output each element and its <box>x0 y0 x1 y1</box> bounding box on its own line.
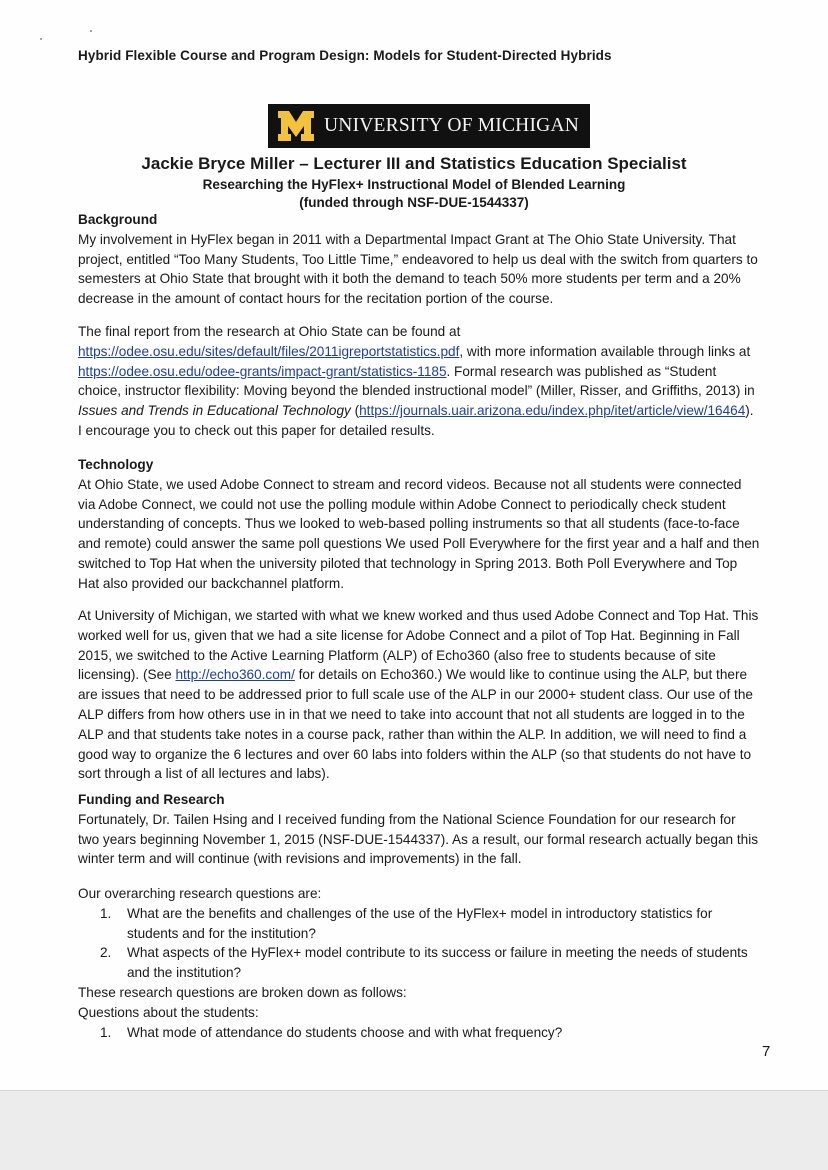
logo-wordmark: UNIVERSITY OF MICHIGAN <box>324 115 580 136</box>
paragraph-line: 2015, we switched to the Active Learning Platform (ALP) of Echo360 (also free to students because of site <box>78 647 716 663</box>
paragraph-line: At Ohio State, we used Adobe Connect to stream and record videos. Because not all students were connected <box>78 476 742 492</box>
osu-impact-grant-link[interactable]: https://odee.osu.edu/odee-grants/impact-grant/statistics-1185 <box>78 363 447 379</box>
paragraph-line: Questions about the students: <box>78 1004 259 1020</box>
paragraph-line: Hat also provided our backchannel platform. <box>78 575 344 591</box>
paragraph-line: choice, instructor flexibility: Moving beyond the blended instructional model” (Miller, Risser, and Griffiths, 2013) in <box>78 383 755 399</box>
scan-speck <box>90 30 92 32</box>
list-number: 1. <box>100 1024 112 1040</box>
background-section <box>78 210 782 309</box>
paragraph-line: semesters at Ohio State that brought with it both the demand to teach 50% more students per term and a 20% <box>78 271 741 287</box>
paragraph-line: I encourage you to check out this paper for detailed results. <box>78 422 435 438</box>
paragraph-line: good way to organize the 6 lectures and over 60 labs into folders within the ALP (so that students do not have to <box>78 746 752 762</box>
author-title: Jackie Bryce Miller – Lecturer III and Statistics Education Specialist <box>141 154 687 173</box>
paragraph-line: winter term and will continue (with revisions and improvements) in the fall. <box>78 851 522 867</box>
paragraph-line: The final report from the research at Ohio State can be found at <box>78 324 461 339</box>
paragraph-line: and remote) could answer the same poll questions We used Poll Everywhere for the first year and a half and then <box>78 536 760 552</box>
paragraph-line: via Adobe Connect, we could not use the polling module within Adobe Connect to periodically check student <box>78 496 726 512</box>
running-header: Hybrid Flexible Course and Program Design: Models for Student-Directed Hybrids <box>78 48 612 63</box>
funding-note: (funded through NSF-DUE-1544337) <box>299 195 529 210</box>
paragraph-line: licensing). (See http://echo360.com/ for details on Echo360.) We would like to continue using the ALP, but there <box>78 667 748 683</box>
list-item: 1. What mode of attendance do students choose and with what frequency? <box>78 1023 782 1043</box>
paragraph-line: decrease in the amount of contact hours for the recitation portion of the course. <box>78 291 554 307</box>
paragraph-line: sort through a list of all lectures and labs). <box>78 766 330 782</box>
paragraph-line: are issues that need to be addressed prior to full scale use of the ALP in our 2000+ student class. Our use of the <box>78 687 753 703</box>
research-questions <box>78 884 782 1042</box>
osu-report-link[interactable]: https://odee.osu.edu/sites/default/files/2011igreportstatistics.pdf <box>78 343 460 359</box>
block-m-icon <box>276 108 316 144</box>
paragraph-line: project, entitled “Too Many Students, Too Little Time,” endeavored to help us deal with the switch from quarters to <box>78 251 758 267</box>
paragraph-line: understanding of concepts. Thus we looked to web-based polling instruments so that all students (face-to-face <box>78 516 740 532</box>
technology-paragraph-2 <box>78 606 782 784</box>
journal-title: Issues and Trends in Educational Technology <box>78 403 351 419</box>
university-logo <box>268 104 590 148</box>
paragraph-line: Issues and Trends in Educational Technology (https://journals.uair.arizona.edu/index.php/itet/article/view/16464). <box>78 403 754 419</box>
funding-section <box>78 790 782 869</box>
paragraph-line: ALP differs from how others use in in that we need to take into account that not all students are logged in to the <box>78 706 745 722</box>
paragraph-line: worked well for us, given that we had a site license for Adobe Connect and a pilot of Top Hat. Beginning in Fall <box>78 627 740 643</box>
echo360-link[interactable]: http://echo360.com/ <box>175 667 295 683</box>
page-number: 7 <box>762 1043 771 1060</box>
paragraph-line: https://odee.osu.edu/sites/default/files/2011igreportstatistics.pdf, with more information available through links at <box>78 343 751 359</box>
list-item: 2. What aspects of the HyFlex+ model contribute to its success or failure in meeting the needs of students and the institution? <box>100 945 748 981</box>
project-title: Researching the HyFlex+ Instructional Model of Blended Learning <box>202 177 626 192</box>
research-question-list <box>78 904 782 983</box>
paragraph-line: switched to Top Hat when the university piloted that technology in Spring 2013. Both Poll Everywhere and Top <box>78 555 738 571</box>
paragraph-line: My involvement in HyFlex began in 2011 with a Departmental Impact Grant at The Ohio State University. That <box>78 231 736 247</box>
student-question-list <box>78 1023 782 1043</box>
technology-section <box>78 455 782 594</box>
paragraph-line: two years beginning November 1, 2015 (NSF-DUE-1544337). As a result, our formal research actually began this <box>78 831 759 847</box>
paragraph-line: ALP and that students take notes in a course pack, rather than within the ALP. In addition, we will need to find a <box>78 726 747 742</box>
section-heading: Background <box>78 212 158 227</box>
section-heading: Technology <box>78 457 154 472</box>
list-number: 1. <box>100 905 112 921</box>
list-item: 1. What are the benefits and challenges of the use of the HyFlex+ model in introductory statistics for students and for the institution? <box>100 905 713 941</box>
paragraph-line: Our overarching research questions are: <box>78 886 322 901</box>
scan-speck <box>40 38 42 40</box>
background-paragraph-2 <box>78 322 782 441</box>
paragraph-line: These research questions are broken down as follows: <box>78 984 407 1000</box>
paragraph-line: Fortunately, Dr. Tailen Hsing and I received funding from the National Science Foundation for our research for <box>78 811 736 827</box>
paragraph-line: At University of Michigan, we started with what we knew worked and thus used Adobe Connect and Top Hat. This <box>78 608 759 623</box>
section-heading: Funding and Research <box>78 792 225 807</box>
list-number: 2. <box>100 945 112 961</box>
journal-article-link[interactable]: https://journals.uair.arizona.edu/index.php/itet/article/view/16464 <box>359 403 746 419</box>
paragraph-line: https://odee.osu.edu/odee-grants/impact-grant/statistics-1185. Formal research was published as “Student <box>78 363 717 379</box>
scan-bottom-margin <box>0 1090 828 1170</box>
